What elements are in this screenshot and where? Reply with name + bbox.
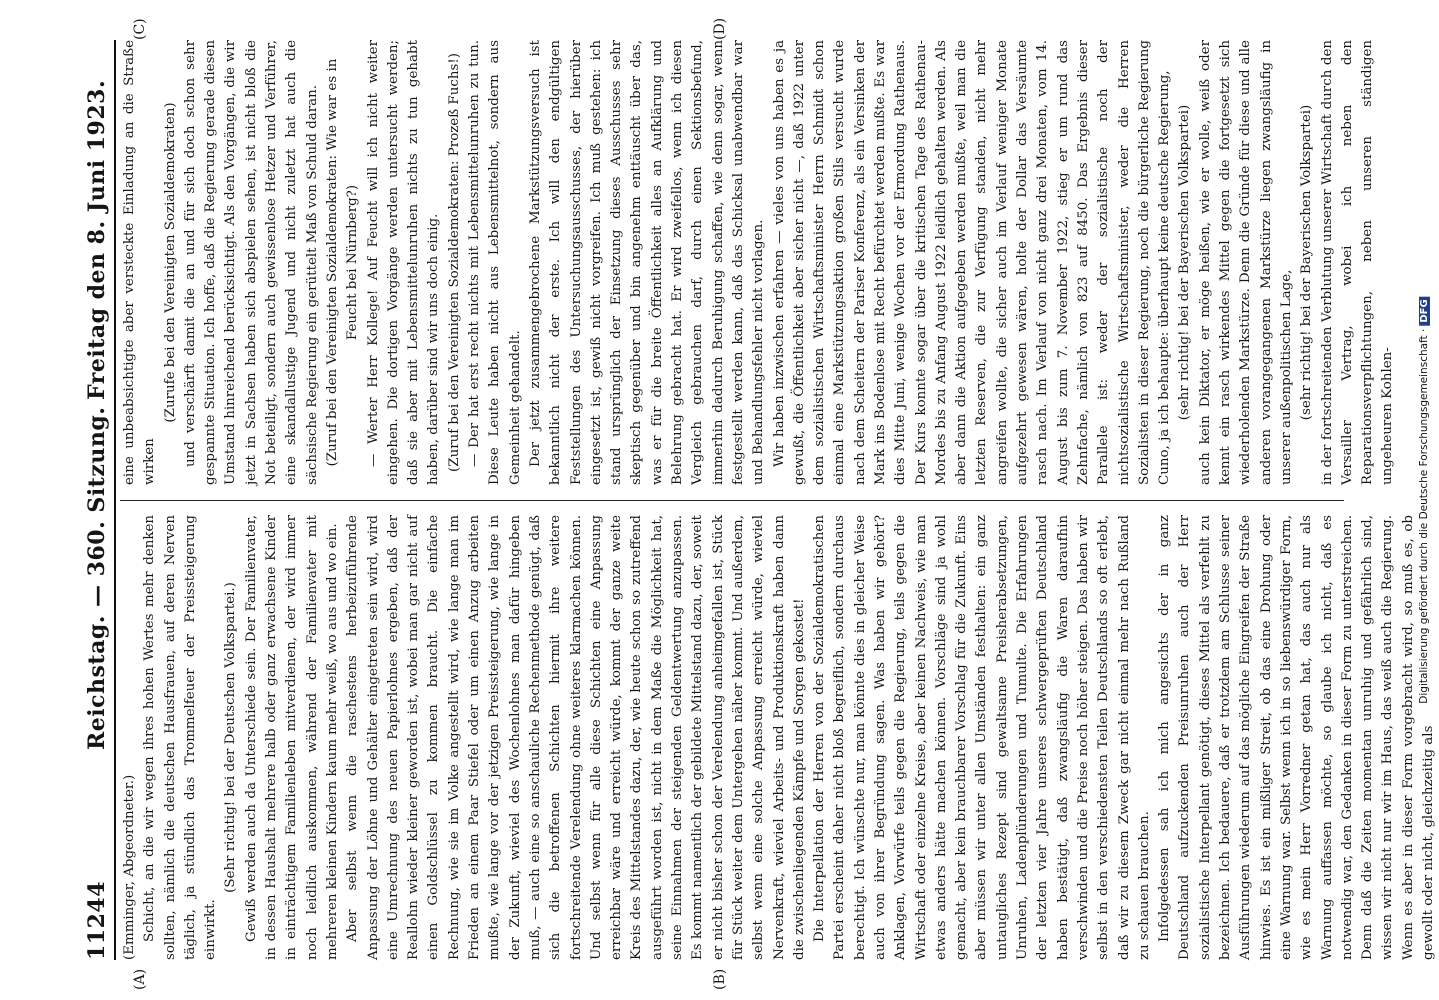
digitization-footer [1414, 0, 1434, 1000]
paragraph: — Werter Herr Kollege! Auf Feucht will ich nicht weiter eingehen. Die dortigen Vorgänge werden untersucht werden; daß sie aber mit Lebensmittelunruhen nichts zu tun gehabt haben, darüber sind wir uns doch einig. [365, 40, 442, 485]
paragraph: Schicht, an die wir wegen ihres hohen Wertes mehr denken sollten, nämlich die deutschen Hausfrauen, auf deren Nerven täglich, ja stündlich das Trommelfeuer der Preissteigerung einwirkt. [142, 515, 219, 960]
paragraph: (Zurufe bei den Vereinigten Sozialdemokraten) [162, 102, 178, 423]
margin-mark-b: (B) [712, 968, 728, 990]
paragraph: (Sehr richtig! bei der Deutschen Volkspartei.) [223, 582, 239, 893]
dfg-logo: DFG [1419, 296, 1430, 325]
paragraph: Infolgedessen sah ich mich angesichts der in ganz Deutschland aufzuckenden Preisunruhen auch der Herr sozialistische Interpellant genötigt, dieses Mittel als verfehlt zu bezeichnen. Ich bedauere, daß er trotzdem am Schlusse seiner Ausführungen wiederum auf das mögliche Eingreifen der Straße hinwies. Es ist ein mißliger Streit, ob das eine Drohung oder eine Warnung war. Selbst wenn ich in so liebenswürdiger Form, wie es mein Herr Vorredner getan hat, das auch nur als Warnung auffassen möchte, so glaube ich nicht, daß es notwendig war, den Gedanken in dieser Form zu unterstreichen. Denn daß die Zeiten momentan unruhig und gefährlich sind, wissen wir nicht nur wir im Haus, das weiß auch die Regierung. Wenn es aber in dieser Form vorgebracht wird, so muß es, ob gewollt oder nicht, gleichzeitig als [1157, 515, 1436, 960]
session-title: Reichstag. — 360. Sitzung. [84, 406, 110, 750]
margin-mark-c: (C) [132, 18, 148, 40]
footer-line [1418, 296, 1430, 703]
paragraph: in der fortschreitenden Verblutung unserer Wirtschaft durch den Versailler Vertrag, wobei ich neben den Reparationsverpflichtungen, neben unseren ständigen ungeheuren Kohlen- [1319, 40, 1396, 485]
paragraph: (sehr richtig! bei der Bayerischen Volkspartei) [1299, 104, 1315, 421]
paragraph: (Zuruf bei den Vereinigten Sozialdemokraten: Wie war es in Feucht bei Nürnberg?) [324, 58, 361, 467]
margin-mark-d: (D) [712, 17, 728, 40]
footer-text: Digitalisierung gefördert durch die Deutsche Forschungsgemeinschaft · [1418, 328, 1430, 704]
paragraph: Wir haben inzwischen erfahren — vieles von uns haben es ja gewußt, die Öffentlichkeit aber sicher nicht —, daß 1922 unter dem sozialistischen Wirtschaftsminister Herrn Schmidt schon einmal eine Markstützungsaktion großen Stils versucht wurde nach dem Scheitern der Pariser Konferenz, als ein Versinken der Mark ins Bodenlose mit Recht befürchtet werden mußte. Es war dies Mitte Juni, wenige Wochen vor der Ermordung Rathenaus. Der Kurs konnte sogar über die kritischen Tage des Rathenau-Mordes bis zu Anfang August 1922 leidlich gehalten werden. Als aber dann die Aktion aufgegeben werden mußte, weil man die letzten Reserven, die zur Verfügung standen, nicht mehr angreifen wollte, die sicher auch im Verlauf weniger Monate aufgezehrt gewesen wären, holte der Dollar das Versäumte rasch nach. Im Verlauf von nicht ganz drei Monaten, vom 14. August bis zum 7. November 1922, stieg er um rund das Zehnfache, nämlich von 823 auf 8450. Das Ergebnis dieser Parallele ist: weder der sozialistische noch der nichtsozialistische Wirtschaftsminister, weder die Herren Sozialisten in dieser Regierung, noch die bürgerliche Regierung Cuno, ja ich behaupte: überhaupt keine deutsche Regierung, [771, 40, 1173, 485]
paragraph: Der jetzt zusammengebrochene Markstützungsversuch ist bekanntlich nicht der erste. Ich will den endgültigen Feststellungen des Untersuchungsausschusses, der hierüber eingesetzt ist, gewiß nicht vorgreifen. Ich muß gestehen: ich stand ursprünglich der Einsetzung dieses Ausschusses sehr skeptisch gegenüber und bin angenehm enttäuscht über das, was er für die breite Öffentlichkeit alles an Aufklärung und Belehrung gebracht hat. Er wird zweifellos, wenn ich diesen Vergleich gebrauchen darf, durch einen Sektionsbefund, immerhin dadurch Beruhigung schaffen, wie denn sogar, wenn festgestellt werden kann, daß das Schicksal unabwendbar war und Behandlungsfehler nicht vorlagen. [527, 40, 767, 485]
paragraph: — Der hat erst recht nichts mit Lebensmittelunruhen zu tun. Diese Leute haben nicht aus Lebensmittelnot, sondern aus Gemeinheit gehandelt. [467, 40, 523, 485]
paragraph: (Emminger, Abgeordneter.) [122, 774, 137, 960]
paragraph: (sehr richtig! bei der Bayerischen Volkspartei) [1177, 104, 1193, 421]
page-number: 11244 [84, 880, 110, 960]
paragraph: Gewiß werden auch da Unterschiede sein. Der Familienvater, in dessen Haushalt mehrere halb oder ganz erwachsene Kinder in einträchtigem Familienleben mitverdienen, der wird immer noch leidlich auskommen, während der Familienvater mit mehreren kleinen Kindern kaum mehr weiß, wo aus und wo ein. [243, 515, 340, 960]
page-header [78, 40, 116, 960]
paragraph: auch kein Diktator, er möge heißen, wie er wolle, weiß oder kennt ein rasch wirkendes Mittel gegen die fortgesetzt sich wiederholenden Markstürze. Denn die Gründe für diese und alle anderen vorangegangenen Markstürze liegen zwangsläufig in unserer außenpolitischen Lage, [1197, 40, 1294, 485]
margin-mark-a: (A) [132, 968, 148, 990]
paragraph: eine unbeabsichtigte aber versteckte Einladung an die Straße wirken [122, 40, 158, 485]
session-date: Freitag den 8. Juni 1923. [84, 79, 110, 400]
paragraph: und verschärft damit die an und für sich doch schon sehr gespannte Situation. Ich hoffe, daß die Regierung gerade diesen Umstand hinreichend berücksichtigt. Als den Vorgängen, die wir jetzt in Sachsen haben sich abspielen sehen, ist nicht bloß die Not beteiligt, sondern auch gewissenlose Hetzer und Verführer, eine skandallustige Jugend und nicht zuletzt hat auch die sächsische Regierung ein gerüttelt Maß von Schuld daran. [182, 40, 320, 485]
paragraph: (Zuruf bei den Vereinigten Sozialdemokraten: Prozeß Fuchs!) [446, 53, 462, 472]
column-divider [120, 500, 1344, 501]
right-text-column [120, 40, 1396, 485]
paragraph: Die Interpellation der Herren von der Sozialdemokratischen Partei erscheint daher nicht bloß begreiflich, sondern durchaus berechtigt. Ich wünschte nur, man könnte dies in gleicher Weise auch von ihrer Begründung sagen. Was haben wir gehört? Anklagen, Vorwürfe teils gegen die Regierung, teils gegen die Wirtschaft oder einzelne Kreise, aber keinen Nachweis, wie man etwas anders hätte machen können. Vorschläge sind ja wohl gemacht, aber kein brauchbarer Vorschlag für die Zukunft. Eins aber müssen wir unter allen Umständen festhalten: ein ganz untaugliches Rezept sind gewaltsame Preisherabsetzungen, Unruhen, Ladenplünderungen und Tumulte. Die Erfahrungen der letzten vier Jahre unseres schwergeprüften Deutschland haben bestätigt, daß zwangsläufig die Waren daraufhin verschwinden und die Preise noch höher steigen. Das haben wir selbst in den verschiedensten Teilen Deutschlands so oft erlebt, daß wir zu diesem Zweck gar nicht einmal mehr nach Rußland zu schauen brauchen. [812, 515, 1152, 960]
paragraph: Aber selbst wenn die raschestens herbeizuführende Anpassung der Löhne und Gehälter eingetreten sein wird, wird eine Umrechnung des neuen Papierlohnes ergeben, daß der Reallohn wieder kleiner geworden ist, wobei man gar nicht auf einen Goldschlüssel zu kommen braucht. Die einfache Rechnung, wie sie im Volke angestellt wird, wie lange man im Frieden an einem Paar Stiefel oder um einen Anzug arbeiten mußte, wie lange vor der jetzigen Preissteigerung, wie lange in der Zukunft, wieviel des Wochenlohnes man dafür hingeben muß, — auch eine so anschauliche Rechenmethode genügt, daß sich die betroffenen Schichten hiermit ihre weitere fortschreitende Verelendung ohne weiteres klarmachen können. Und selbst wenn für alle diese Schichten eine Anpassung erreichbar wäre und erreicht würde, kommt der ganze weite Kreis des Mittelstandes dazu, der, wie heute schon so zutreffend ausgeführt worden ist, nicht in dem Maße die Möglichkeit hat, seine Einnahmen der steigenden Geldentwertung anzupassen. Es kommt namentlich der gebildete Mittelstand dazu, der, soweit er nicht bisher schon der Verelendung anheimgefallen ist, Stück für Stück weiter dem Untergehen näher kommt. Und außerdem, selbst wenn eine solche Anpassung erreicht würde, wieviel Nervenkraft, wieviel Arbeits- und Produktionskraft haben dann die zwischenliegenden Kämpfe und Sorgen gekostet! [345, 515, 807, 960]
